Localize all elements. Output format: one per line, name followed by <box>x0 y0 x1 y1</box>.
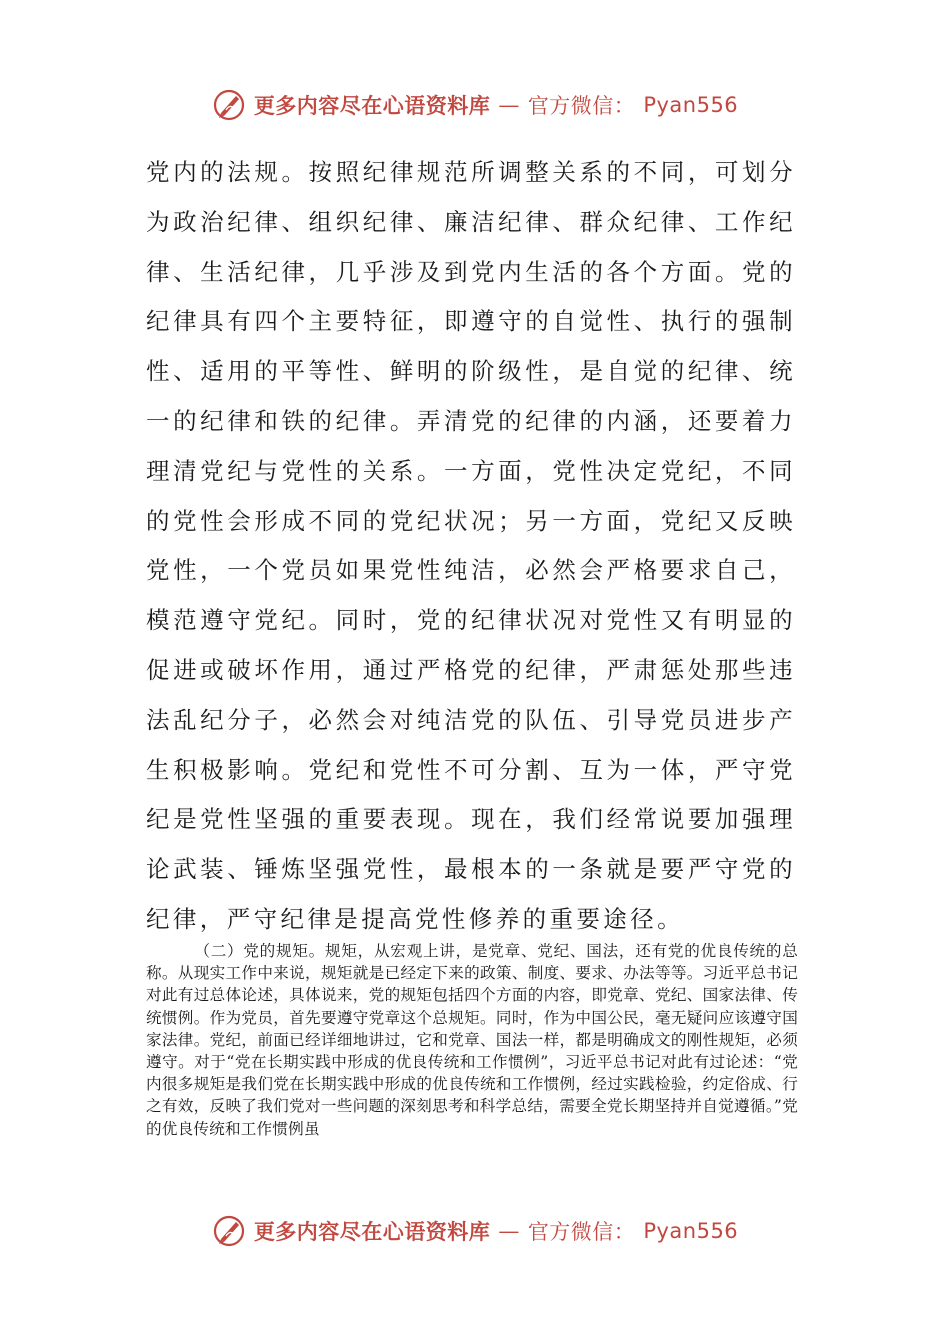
watermark-wechat-id: Pyan556 <box>643 93 739 117</box>
body-paragraph-continued: 党内的法规。按照纪律规范所调整关系的不同，可划分为政治纪律、组织纪律、廉洁纪律、群众纪律、工作纪律、生活纪律，几乎涉及到党内生活的各个方面。党的纪律具有四个主要特征，即遵守的自觉性、执行的强制性、适用的平等性、鲜明的阶级性，是自觉的纪律、统一的纪律和铁的纪律。弄清党的纪律的内涵，还要着力理清党纪与党性的关系。一方面，党性决定党纪，不同的党性会形成不同的党纪状况；另一方面，党纪又反映党性，一个党员如果党性纯洁，必然会严格要求自己，模范遵守党纪。同时，党的纪律状况对党性又有明显的促进或破坏作用，通过严格党的纪律，严肃惩处那些违法乱纪分子，必然会对纯洁党的队伍、引导党员进步产生积极影响。党纪和党性不可分割、互为一体，严守党纪是党性坚强的重要表现。现在，我们经常说要加强理论武装、锤炼坚强党性，最根本的一条就是要严守党的纪律，严守纪律是提高党性修养的重要途径。 <box>146 158 796 933</box>
watermark-brand: 更多内容尽在心语资料库 <box>253 93 491 118</box>
watermark-footer <box>0 1212 950 1250</box>
watermark-separator: — <box>498 93 520 117</box>
watermark-header <box>0 86 950 124</box>
watermark-wechat-id: Pyan556 <box>643 1219 739 1243</box>
watermark-brand: 更多内容尽在心语资料库 <box>253 1219 491 1244</box>
pen-logo-icon <box>212 88 246 122</box>
watermark-label: 官方微信： <box>527 1220 636 1244</box>
watermark-separator: — <box>498 1219 520 1243</box>
watermark-label: 官方微信： <box>527 94 636 118</box>
pen-logo-icon <box>212 1214 246 1248</box>
body-paragraph-party-rules: （二）党的规矩。规矩，从宏观上讲，是党章、党纪、国法，还有党的优良传统的总称。从现实工作中来说，规矩就是已经定下来的政策、制度、要求、办法等等。习近平总书记对此有过总体论述，具体说来，党的规矩包括四个方面的内容，即党章、党纪、国家法律、传统惯例。作为党员，首先要遵守党章这个总规矩。同时，作为中国公民，毫无疑问应该遵守国家法律。党纪，前面已经详细地讲过，它和党章、国法一样，都是明确成文的刚性规矩，必须遵守。对于“党在长期实践中形成的优良传统和工作惯例”，习近平总书记对此有过论述：“党内很多规矩是我们党在长期实践中形成的优良传统和工作惯例，经过实践检验，约定俗成、行之有效，反映了我们党对一些问题的深刻思考和科学总结，需要全党长期坚持并自觉遵循。”党的优良传统和工作惯例虽 <box>146 942 798 1138</box>
